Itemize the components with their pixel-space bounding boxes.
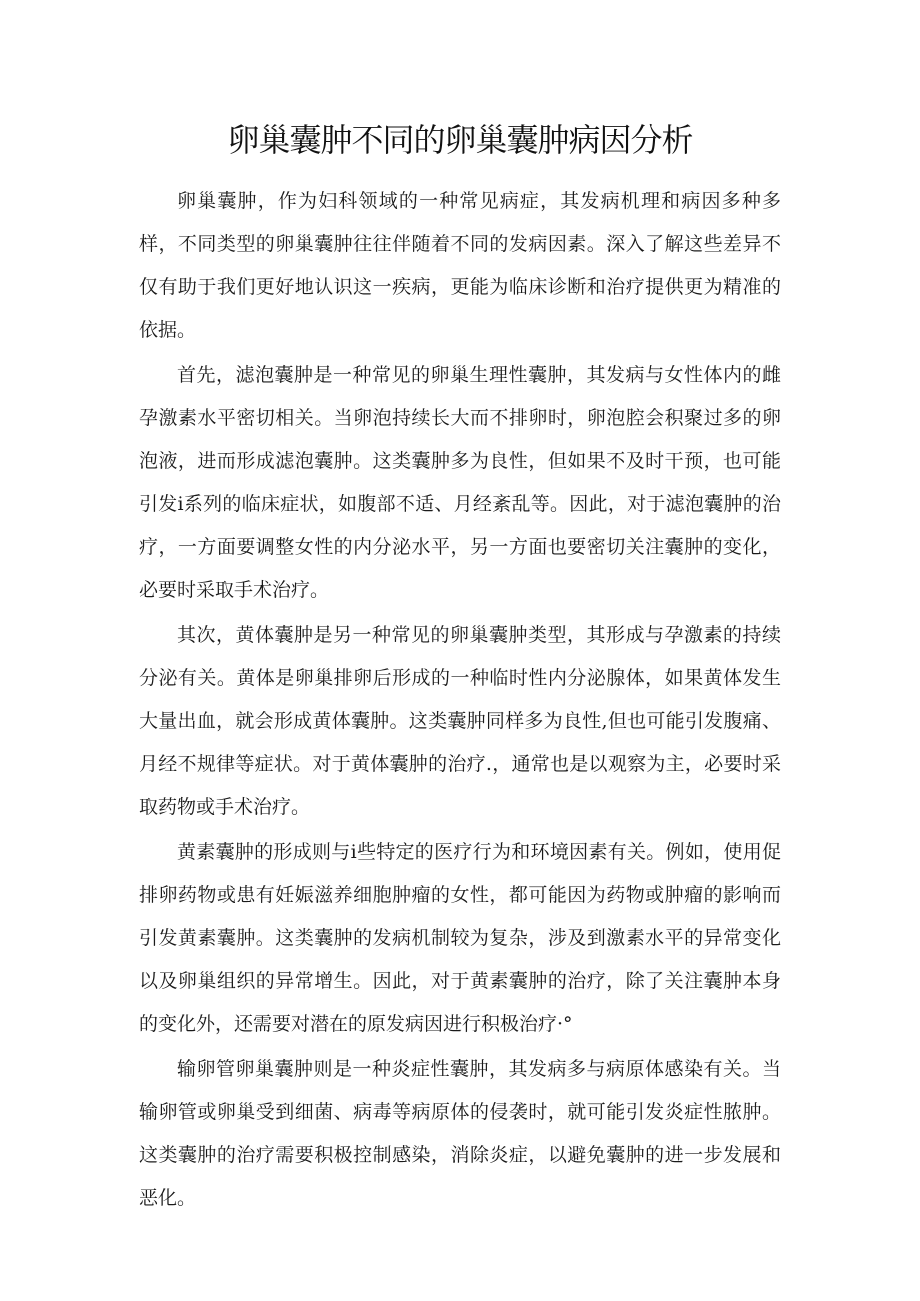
paragraph-corpus-luteum-cyst: 其次，黄体囊肿是另一种常见的卵巢囊肿类型，其形成与孕激素的持续分泌有关。黄体是卵巢排卵后形成的一种临时性内分泌腺体，如果黄体发生大量出血，就会形成黄体囊肿。这类囊肿同样多为良性,但也可能引发腹痛、月经不规律等症状。对于黄体囊肿的治疗.，通常也是以观察为主，必要时采取药物或手术治疗。 [139,624,781,818]
paragraph-follicular-cyst: 首先，滤泡囊肿是一种常见的卵巢生理性囊肿，其发病与女性体内的雌孕激素水平密切相关。当卵泡持续长大而不排卵时，卵泡腔会积聚过多的卵泡液，进而形成滤泡囊肿。这类囊肿多为良性，但如果不及时干预，也可能引发i系列的临床症状，如腹部不适、月经紊乱等。因此，对于滤泡囊肿的治疗，一方面要调整女性的内分泌水平，另一方面也要密切关注囊肿的变化，必要时采取手术治疗。 [139,364,781,601]
paragraph-theca-lutein-cyst: 黄素囊肿的形成则与i些特定的医疗行为和环境因素有关。例如，使用促排卵药物或患有妊娠滋养细胞肿瘤的女性，都可能因为药物或肿瘤的影响而引发黄素囊肿。这类囊肿的发病机制较为复杂，涉及到激素水平的异常变化以及卵巢组织的异常增生。因此，对于黄素囊肿的治疗，除了关注囊肿本身的变化外，还需要对潜在的原发病因进行积极治疗·° [139,841,781,1035]
paragraph-intro: 卵巢囊肿，作为妇科领域的一种常见病症，其发病机理和病因多种多样，不同类型的卵巢囊肿往往伴随着不同的发病因素。深入了解这些差异不仅有助于我们更好地认识这一疾病，更能为临床诊断和治疗提供更为精准的依据。 [139,190,781,341]
document-body [139,180,781,1222]
paragraph-tubo-ovarian-cyst: 输卵管卵巢囊肿则是一种炎症性囊肿，其发病多与病原体感染有关。当输卵管或卵巢受到细菌、病毒等病原体的侵袭时，就可能引发炎症性脓肿。这类囊肿的治疗需要积极控制感染，消除炎症，以避免囊肿的进一步发展和恶化。 [139,1058,781,1209]
document-title: 卵巢囊肿不同的卵巢囊肿病因分析 [227,121,693,159]
